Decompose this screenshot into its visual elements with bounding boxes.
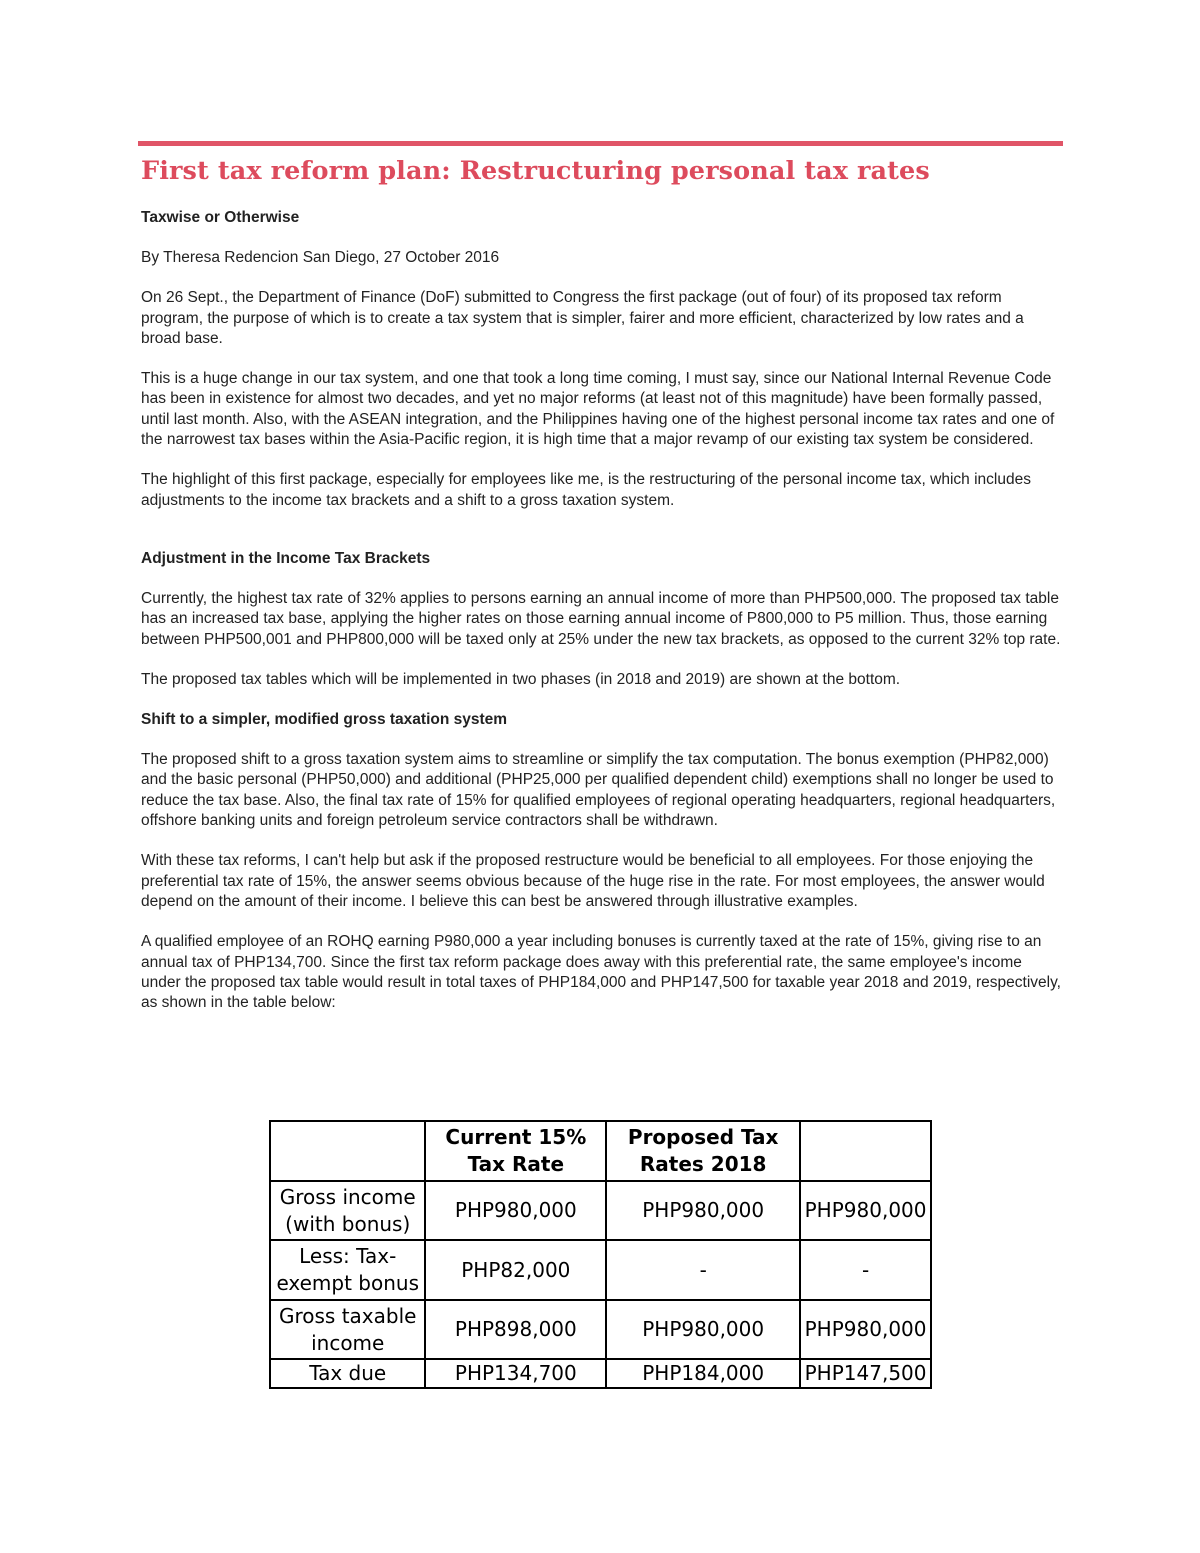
section-heading-brackets: Adjustment in the Income Tax Brackets — [141, 549, 431, 567]
title-rule — [138, 141, 1063, 146]
table-row — [270, 1359, 931, 1388]
tax-comparison-table — [269, 1120, 932, 1389]
table-row — [270, 1181, 931, 1240]
paragraph: This is a huge change in our tax system, and one that took a long time coming, I must say, since our National Internal Revenue Code has been in existence for almost two decades, and yet no major reforms (at least not of this magnitude) have been formally passed, until last month. Also, with the ASEAN integration, and the Philippines having one of the highest personal income tax rates and one of the narrowest tax bases within the Asia-Pacific region, it is high time that a major revamp of our existing tax system be considered. — [141, 370, 1055, 449]
row-label: Gross taxable income — [270, 1300, 425, 1359]
table-cell: PHP898,000 — [425, 1300, 606, 1359]
table-header-cell: Proposed Tax Rates 2018 — [606, 1121, 800, 1181]
table-cell: PHP980,000 — [800, 1181, 931, 1240]
row-label: Less: Tax-exempt bonus — [270, 1240, 425, 1300]
table-cell: PHP980,000 — [606, 1300, 800, 1359]
table-row — [270, 1240, 931, 1300]
paragraph: The highlight of this first package, especially for employees like me, is the restructuring of the personal income tax, which includes adjustments to the income tax brackets and a shift to a gross taxation system. — [141, 471, 1031, 509]
table-cell: PHP147,500 — [800, 1359, 931, 1388]
byline: By Theresa Redencion San Diego, 27 October 2016 — [141, 249, 500, 266]
table-cell: - — [606, 1240, 800, 1300]
column-name: Taxwise or Otherwise — [141, 209, 300, 226]
row-label: Gross income (with bonus) — [270, 1181, 425, 1240]
article-title: First tax reform plan: Restructuring personal tax rates — [141, 156, 930, 186]
table-cell: PHP980,000 — [606, 1181, 800, 1240]
table-cell: PHP134,700 — [425, 1359, 606, 1388]
table-header-cell — [800, 1121, 931, 1181]
table-header-row — [270, 1121, 931, 1181]
paragraph: The proposed shift to a gross taxation system aims to streamline or simplify the tax computation. The bonus exemption (PHP82,000) and the basic personal (PHP50,000) and additional (PHP25,000 per qualified dependent child) exemptions shall no longer be used to reduce the tax base. Also, the final tax rate of 15% for qualified employees of regional operating headquarters, regional headquarters, offshore banking units and foreign petroleum service contractors shall be withdrawn. — [141, 751, 1056, 830]
table-cell: PHP980,000 — [425, 1181, 606, 1240]
table-header-cell — [270, 1121, 425, 1181]
paragraph: A qualified employee of an ROHQ earning P980,000 a year including bonuses is currently taxed at the rate of 15%, giving rise to an annual tax of PHP134,700. Since the first tax reform package does away with this preferential rate, the same employee's income under the proposed tax table would result in total taxes of PHP184,000 and PHP147,500 for taxable year 2018 and 2019, respectively, as shown in the table below: — [141, 933, 1061, 1012]
table-cell: - — [800, 1240, 931, 1300]
row-label: Tax due — [270, 1359, 425, 1388]
paragraph: On 26 Sept., the Department of Finance (DoF) submitted to Congress the first package (out of four) of its proposed tax reform program, the purpose of which is to create a tax system that is simpler, fairer and more efficient, characterized by low rates and a broad base. — [141, 289, 1024, 347]
paragraph: The proposed tax tables which will be implemented in two phases (in 2018 and 2019) are shown at the bottom. — [141, 670, 901, 688]
table-cell: PHP980,000 — [800, 1300, 931, 1359]
article — [141, 155, 1061, 1033]
paragraph: Currently, the highest tax rate of 32% applies to persons earning an annual income of more than PHP500,000. The proposed tax table has an increased tax base, applying the higher rates on those earning annual income of P800,000 to P5 million. Thus, those earning between PHP500,001 and PHP800,000 will be taxed only at 25% under the new tax brackets, as opposed to the current 32% top rate. — [141, 589, 1061, 648]
table-header-cell: Current 15% Tax Rate — [425, 1121, 606, 1181]
table-cell: PHP184,000 — [606, 1359, 800, 1388]
paragraph: With these tax reforms, I can't help but ask if the proposed restructure would be beneficial to all employees. For those enjoying the preferential tax rate of 15%, the answer seems obvious because of the huge rise in the rate. For most employees, the answer would depend on the amount of their income. I believe this can best be answered through illustrative examples. — [141, 852, 1045, 910]
section-heading-gross-taxation: Shift to a simpler, modified gross taxation system — [141, 711, 508, 729]
table-cell: PHP82,000 — [425, 1240, 606, 1300]
table-row — [270, 1300, 931, 1359]
